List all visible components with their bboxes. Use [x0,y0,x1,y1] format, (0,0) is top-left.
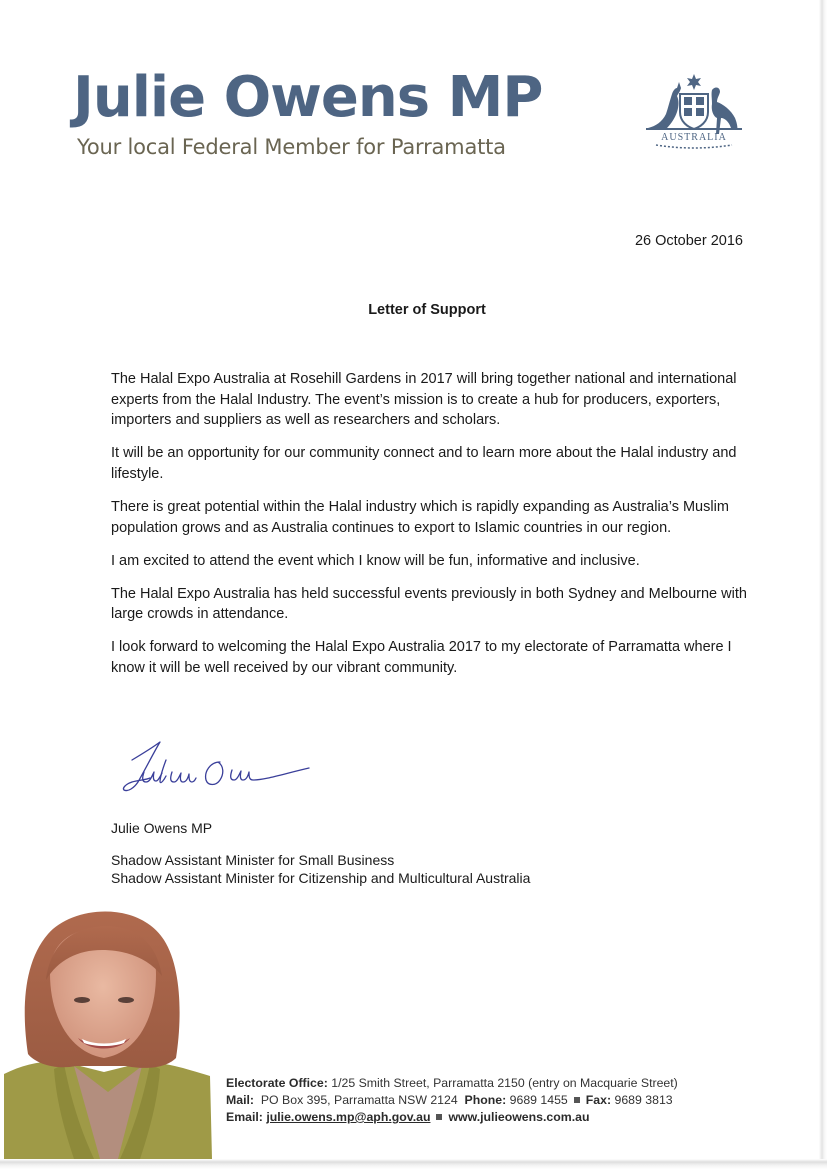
letter-date: 26 October 2016 [634,233,743,249]
letter-paragraph: The Halal Expo Australia at Rosehill Gardens in 2017 will bring together national and international experts from the Halal Industry. The event’s mission is to create a hub for producers, exporters, importers and suppliers as well as researchers and scholars. [111,371,737,429]
letter-paragraph: I am excited to attend the event which I know will be fun, informative and inclusive. [111,552,640,569]
crest-emu [712,88,738,134]
footer-contact [226,1075,678,1126]
letter-paragraph: I look forward to welcoming the Halal Expo Australia 2017 to my electorate of Parramatta where I know it will be well received by our vibrant community. [111,639,732,677]
letter-body [111,369,751,691]
signatory-role: Shadow Assistant Minister for Citizenship and Multicultural Australia [111,869,531,886]
signatory-role: Shadow Assistant Minister for Small Business [111,852,395,868]
footer-email-line [226,1109,678,1126]
crest-wattle [656,145,732,148]
footer-office-line [226,1075,678,1092]
email-label: Email: [226,1110,263,1124]
coat-of-arms-icon [642,72,746,152]
letterhead-tagline: Your local Federal Member for Parramatta [77,135,506,159]
phone-number: 9689 1455 [509,1093,568,1107]
bullet-separator-icon [436,1114,442,1120]
fax-number: 9689 3813 [614,1093,673,1107]
crest-star [687,74,701,90]
signatory-roles [111,852,530,887]
signatory-name: Julie Owens MP [111,820,213,836]
office-address: 1/25 Smith Street, Parramatta 2150 (entry on Macquarie Street) [331,1076,678,1090]
handwritten-signature [114,740,324,796]
website-link[interactable]: www.julieowens.com.au [448,1110,590,1124]
mail-label: Mail: [226,1093,255,1107]
page-edge [819,0,827,1169]
email-link[interactable]: julie.owens.mp@aph.gov.au [266,1110,431,1124]
letter-title: Letter of Support [368,302,486,318]
letter-paragraph: It will be an opportunity for our community connect and to learn more about the Halal industry and lifestyle. [111,445,737,482]
letter-paragraph: The Halal Expo Australia has held successful events previously in both Sydney and Melbourne with large crowds in attendance. [111,585,747,623]
footer-mail-line [226,1092,678,1109]
page-edge [0,1159,827,1169]
portrait-photo [4,904,212,1159]
letterhead-name: Julie Owens MP [73,65,543,130]
crest-label: AUSTRALIA [661,132,727,143]
phone-label: Phone: [464,1093,507,1107]
letter-paragraph: There is great potential within the Halal industry which is rapidly expanding as Australia’s Muslim population grows and as Australia continues to export to Islamic countries in our region. [111,498,729,536]
mail-address: PO Box 395, Parramatta NSW 2124 [260,1093,458,1107]
office-label: Electorate Office: [226,1076,328,1090]
fax-label: Fax: [585,1093,612,1107]
bullet-separator-icon [574,1097,580,1103]
crest-kangaroo [648,82,681,130]
